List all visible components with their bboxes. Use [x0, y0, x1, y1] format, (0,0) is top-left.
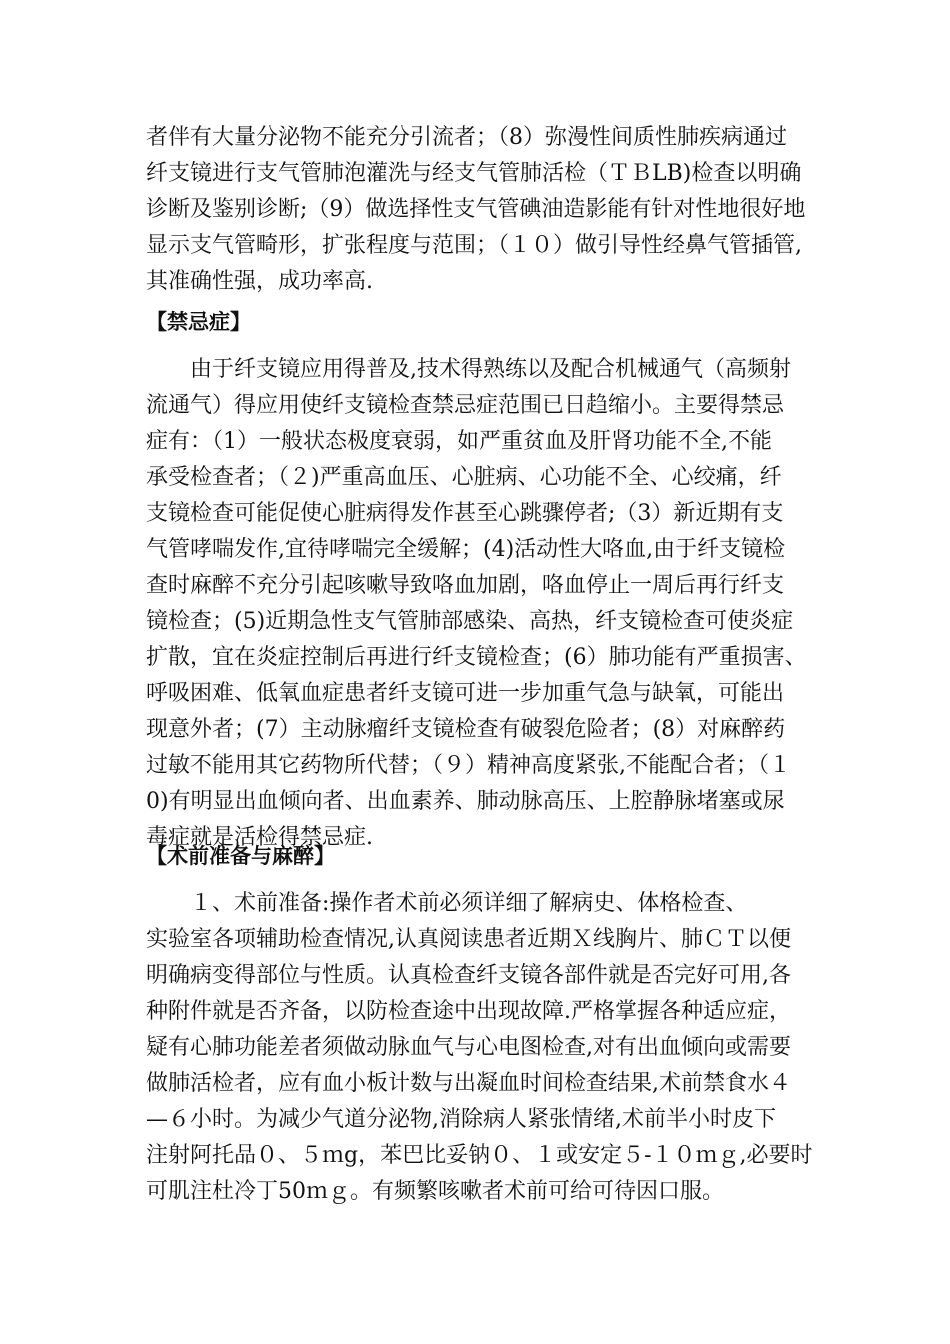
text-line: 其准确性强，成功率高.: [146, 269, 373, 294]
text-line: 呼吸困难、低氧血症患者纤支镜可进一步加重气急与缺氧，可能出: [146, 681, 785, 706]
text-line: 诊断及鉴别诊断;（9）做选择性支气管碘油造影能有针对性地很好地: [146, 197, 806, 222]
text-line: 毒症就是活检得禁忌症.: [146, 825, 373, 850]
section-heading-contraindications: 【禁忌症】: [146, 310, 251, 334]
preparation-paragraph: [146, 886, 826, 1210]
text-line: 者伴有大量分泌物不能充分引流者；（8）弥漫性间质性肺疾病通过: [146, 125, 787, 150]
intro-paragraph: [146, 120, 826, 300]
contraindications-paragraph: [146, 352, 826, 856]
text-line: 种附件就是否齐备，以防检查途中出现故障.严格掌握各种适应症，: [146, 999, 791, 1024]
text-line: 症有：（1）一般状态极度衰弱，如严重贫血及肝肾功能不全,不能: [146, 429, 772, 454]
text-line: 过敏不能用其它药物所代替；（９）精神高度紧张,不能配合者；（１: [146, 753, 791, 778]
text-line: 纤支镜进行支气管肺泡灌洗与经支气管肺活检（ＴＢLB)检查以明确: [146, 161, 802, 186]
text-line: 实验室各项辅助检查情况,认真阅读患者近期Ｘ线胸片、肺ＣＴ以便: [146, 927, 791, 952]
text-line: 0)有明显出血倾向者、出血素养、肺动脉高压、上腔静脉堵塞或尿: [146, 789, 785, 814]
text-line: 注射阿托品０、５ｍg，苯巴比妥钠０、１或安定５-１０ｍｇ,必要时: [146, 1143, 813, 1168]
text-line: 流通气）得应用使纤支镜检查禁忌症范围已日趋缩小。主要得禁忌: [146, 393, 785, 418]
text-line: 扩散，宜在炎症控制后再进行纤支镜检查；(6）肺功能有严重损害、: [146, 645, 807, 670]
text-line: １、术前准备:操作者术前必须详细了解病史、体格检查、: [146, 891, 748, 916]
text-line: 气管哮喘发作,宜待哮喘完全缓解；(4)活动性大咯血,由于纤支镜检: [146, 537, 786, 562]
text-line: 做肺活检者，应有血小板计数与出凝血时间检查结果,术前禁食水４: [146, 1071, 791, 1096]
text-line: —６小时。为减少气道分泌物,消除病人紧张情绪,术前半小时皮下: [146, 1107, 776, 1132]
text-line: 镜检查；(5)近期急性支气管肺部感染、高热，纤支镜检查可使炎症: [146, 609, 794, 634]
text-line: 由于纤支镜应用得普及,技术得熟练以及配合机械通气（高频射: [146, 357, 791, 382]
text-line: 现意外者；(7）主动脉瘤纤支镜检查有破裂危险者；(8）对麻醉药: [146, 717, 786, 742]
section-heading-preparation: 【术前准备与麻醉】: [146, 844, 335, 868]
text-line: 承受检查者；（２)严重高血压、心脏病、心功能不全、心绞痛，纤: [146, 465, 782, 490]
text-line: 支镜检查可能促使心脏病得发作甚至心跳骤停者;（3）新近期有支: [146, 501, 784, 526]
text-line: 显示支气管畸形，扩张程度与范围；（１０）做引导性经鼻气管插管,: [146, 233, 802, 258]
text-line: 疑有心肺功能差者须做动脉血气与心电图检查,对有出血倾向或需要: [146, 1035, 791, 1060]
text-line: 明确病变得部位与性质。认真检查纤支镜各部件就是否完好可用,各: [146, 963, 791, 988]
text-line: 查时麻醉不充分引起咳嗽导致咯血加剧，咯血停止一周后再行纤支: [146, 573, 785, 598]
text-line: 可肌注杜冷丁50ｍｇ。有频繁咳嗽者术前可给可待因口服。: [146, 1179, 724, 1204]
